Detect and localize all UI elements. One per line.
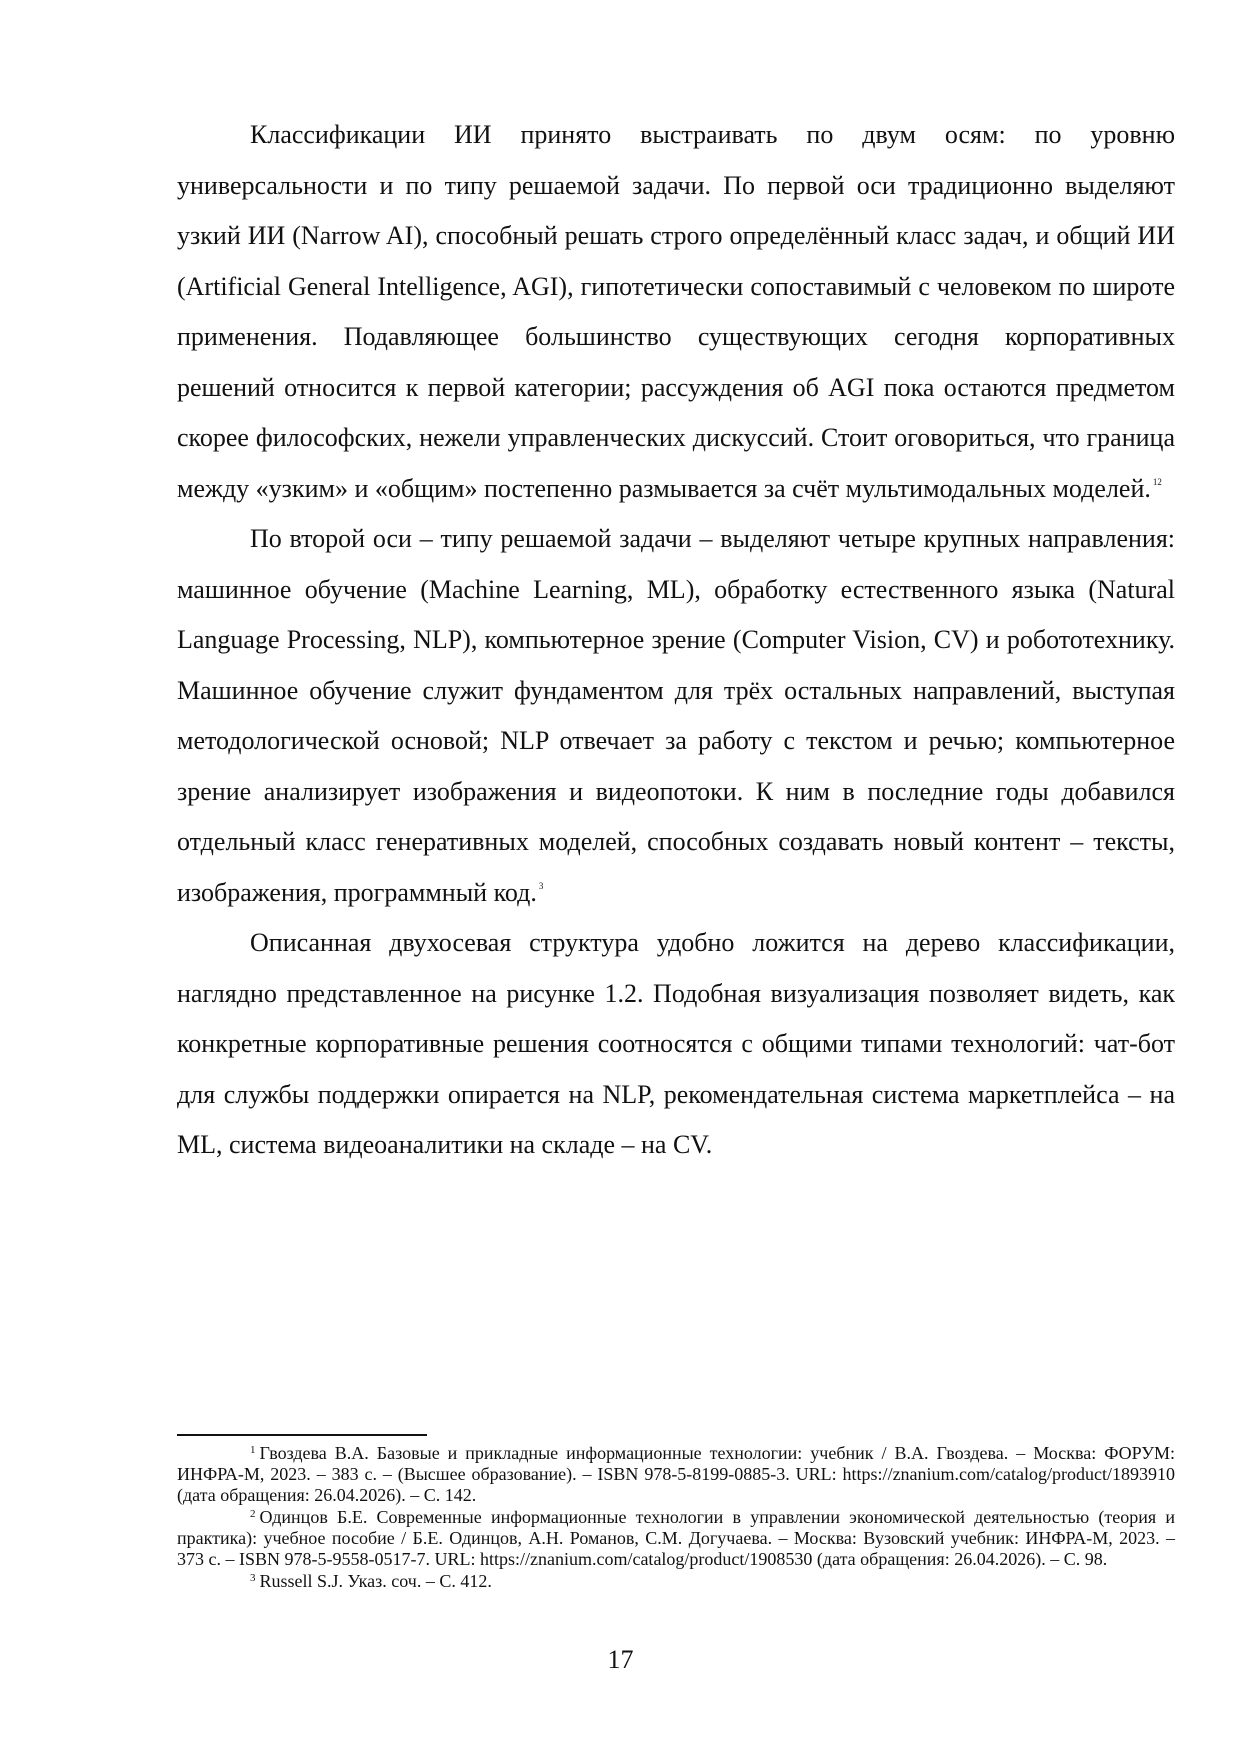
footnote-text: Гвоздева В.А. Базовые и прикладные информационные технологии: учебник / В.А. Гвоздева. – Москва: ФОРУМ: ИНФРА-М, 2023. – 383 с. – (Высшее образование). – ISBN 978-5-8199-0885-3. URL: https://znanium.com/catalog/product/1893910 (дата обращения: 26.04.2026). – С. 142. <box>177 1443 1175 1505</box>
footnote-text: Russell S.J. Указ. соч. – С. 412. <box>259 1571 492 1591</box>
footnote-text: Одинцов Б.Е. Современные информационные технологии в управлении экономической деятельностью (теория и практика): учебное пособие / Б.Е. Одинцов, А.Н. Романов, С.М. Догучаева. – Москва: Вузовский учебник: ИНФРА-М, 2023. – 373 с. – ISBN 978-5-9558-0517-7. URL: https://znanium.com/catalog/product/1908530 (дата обращения: 26.04.2026). – С. 98. <box>177 1507 1175 1569</box>
footnote-ref-1-2[interactable]: 12 <box>1152 476 1162 487</box>
footnote-number: 2 <box>250 1508 256 1520</box>
footnote-separator <box>177 1434 427 1436</box>
paragraph-3: Описанная двухосевая структура удобно ложится на дерево классификации, наглядно представленное на рисунке 1.2. Подобная визуализация позволяет видеть, как конкретные корпоративные решения соотносятся с общими типами технологий: чат-бот для службы поддержки опирается на NLP, рекомендательная система маркетплейса – на ML, система видеоаналитики на складе – на CV. <box>177 928 1175 1159</box>
footnote-3 <box>177 1571 1175 1592</box>
body-text <box>177 110 1175 1171</box>
footnote-1 <box>177 1443 1175 1506</box>
footnote-number: 3 <box>250 1572 256 1584</box>
page-number: 17 <box>607 1645 634 1674</box>
footnote-ref-3[interactable]: 3 <box>538 880 544 891</box>
paragraph-1 <box>177 110 1175 514</box>
footnotes <box>177 1443 1175 1593</box>
footnote-number: 1 <box>250 1444 256 1456</box>
paragraph-2 <box>177 514 1175 918</box>
paragraph-1-text: Классификации ИИ принято выстраивать по двум осям: по уровню универсальности и по типу решаемой задачи. По первой оси традиционно выделяют узкий ИИ (Narrow AI), способный решать строго определённый класс задач, и общий ИИ (Artificial General Intelligence, AGI), гипотетически сопоставимый с человеком по широте применения. Подавляющее большинство существующих сегодня корпоративных решений относится к первой категории; рассуждения об AGI пока остаются предметом скорее философских, нежели управленческих дискуссий. Стоит оговориться, что граница между «узким» и «общим» постепенно размывается за счёт мультимодальных моделей. <box>177 120 1175 503</box>
paragraph-2-text: По второй оси – типу решаемой задачи – выделяют четыре крупных направления: машинное обучение (Machine Learning, ML), обработку естественного языка (Natural Language Processing, NLP), компьютерное зрение (Computer Vision, CV) и робототехнику. Машинное обучение служит фундаментом для трёх остальных направлений, выступая методологической основой; NLP отвечает за работу с текстом и речью; компьютерное зрение анализирует изображения и видеопотоки. К ним в последние годы добавился отдельный класс генеративных моделей, способных создавать новый контент – тексты, изображения, программный код. <box>177 524 1175 907</box>
footnote-2 <box>177 1507 1175 1570</box>
